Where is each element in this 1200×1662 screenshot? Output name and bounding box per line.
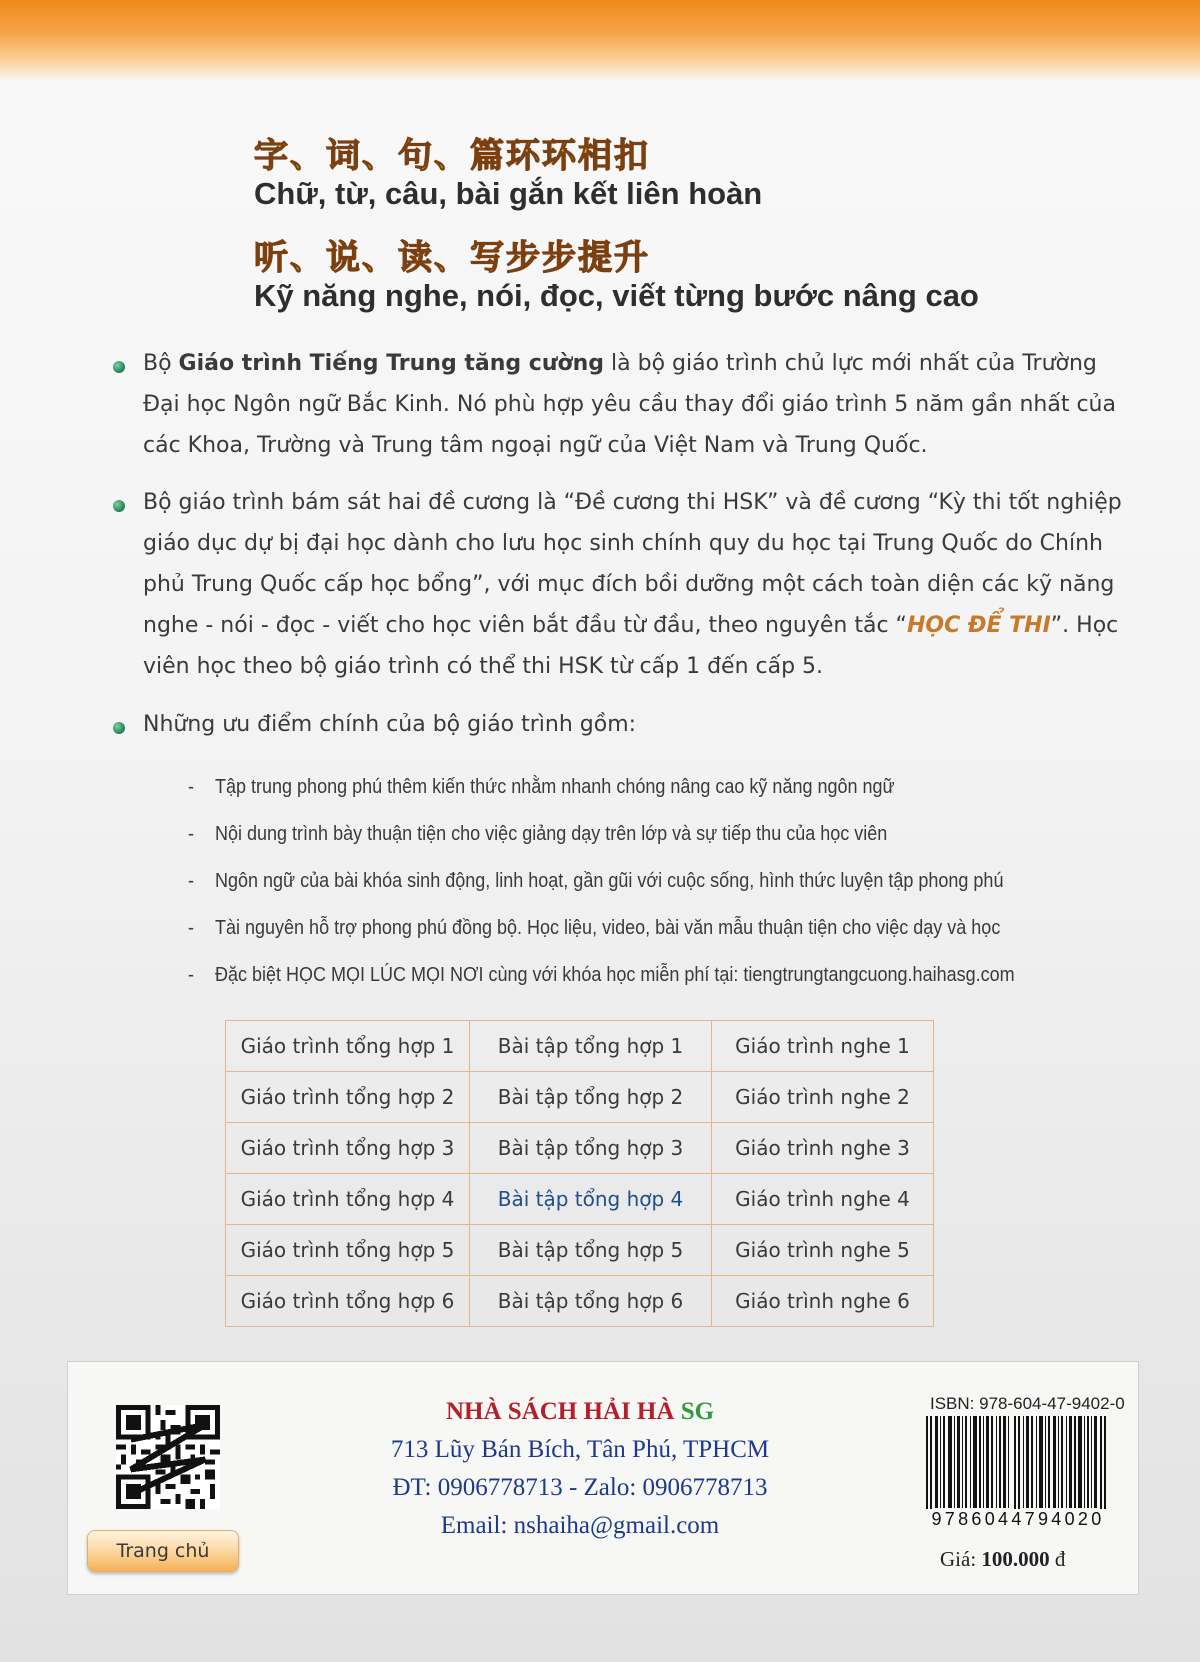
publisher-email[interactable]: Email: nshaiha@gmail.com [440,1512,720,1539]
table-row [226,1072,934,1123]
table-cell: Giáo trình tổng hợp 3 [226,1123,470,1174]
table-cell: Bài tập tổng hợp 1 [470,1021,712,1072]
table-cell: Giáo trình nghe 3 [712,1123,934,1174]
feature-text: Ngôn ngữ của bài khóa sinh động, linh hoạt, gần gũi với cuộc sống, hình thức luyện tập phong phú [215,870,1004,892]
feature-text: Đặc biệt HỌC MỌI LÚC MỌI NƠI cùng với khóa học miễn phí tại: tiengtrungtangcuong.haihasg.com [215,964,1015,986]
price-label: Giá: [940,1547,977,1571]
qr-code-icon[interactable] [116,1405,220,1509]
headline-cn-2: 听、说、读、写步步提升 [254,238,650,278]
feature-text: Nội dung trình bày thuận tiện cho việc giảng dạy trên lớp và sự tiếp thu của học viên [215,823,888,845]
headline-vn-1: Chữ, từ, câu, bài gắn kết liên hoàn [254,176,763,211]
top-orange-band [0,0,1200,82]
bullet-paragraph-2 [143,482,1133,687]
table-cell: Bài tập tổng hợp 6 [470,1276,712,1327]
table-cell: Bài tập tổng hợp 3 [470,1123,712,1174]
publisher-title [320,1398,840,1426]
table-cell: Bài tập tổng hợp 4 [470,1174,712,1225]
publisher-phone: ĐT: 0906778713 - Zalo: 0906778713 [392,1474,768,1501]
headline-cn-1: 字、词、句、篇环环相扣 [254,136,650,176]
book-series-table [225,1020,934,1327]
price-value: 100.000 [981,1547,1050,1571]
publisher-address: 713 Lũy Bán Bích, Tân Phú, TPHCM [390,1436,770,1463]
home-button[interactable]: Trang chủ [87,1530,239,1572]
bullet-2-text-end: ”. Học viên học theo bộ giáo trình có thể thi HSK từ cấp 1 đến cấp 5. [143,613,1119,679]
table-cell: Giáo trình nghe 6 [712,1276,934,1327]
price-line [940,1547,1065,1572]
price-currency: đ [1054,1547,1066,1571]
feature-text: Tài nguyên hỗ trợ phong phú đồng bộ. Học liệu, video, bài văn mẫu thuận tiện cho việc dạy và học [215,917,1001,939]
bullet-1-book-title: Giáo trình Tiếng Trung tăng cường [178,351,605,376]
table-cell: Giáo trình nghe 4 [712,1174,934,1225]
table-row [226,1174,934,1225]
barcode-digits: 9786044794020 [918,1509,1118,1530]
bullet-dot-icon [113,361,125,373]
table-cell: Giáo trình nghe 5 [712,1225,934,1276]
table-cell: Giáo trình nghe 2 [712,1072,934,1123]
table-cell: Giáo trình tổng hợp 4 [226,1174,470,1225]
bullet-2-emphasis: HỌC ĐỂ THI [906,613,1051,638]
bullet-2-text: Bộ giáo trình bám sát hai đề cương là “Đề cương thi HSK” và đề cương “Kỳ thi tốt nghiệp giáo dục dự bị đại học dành cho lưu học sinh chính quy du học tại Trung Quốc do Chính phủ Trung Quốc cấp học bổng”, với mục đích bồi dưỡng một cách toàn diện các kỹ năng nghe - nói - đọc - viết cho học viên bắt đầu từ đầu, theo nguyên tắc “ [143,490,1122,638]
table-cell: Giáo trình tổng hợp 6 [226,1276,470,1327]
bullet-1-prefix: Bộ [143,351,179,376]
table-row [226,1225,934,1276]
bullet-paragraph-1 [143,343,1133,466]
feature-text: Tập trung phong phú thêm kiến thức nhằm nhanh chóng nâng cao kỹ năng ngôn ngữ [215,776,895,798]
table-cell: Giáo trình nghe 1 [712,1021,934,1072]
table-cell: Giáo trình tổng hợp 2 [226,1072,470,1123]
bullet-dot-icon [113,500,125,512]
headline-vn-2: Kỹ năng nghe, nói, đọc, viết từng bước nâng cao [254,278,979,313]
table-cell: Giáo trình tổng hợp 1 [226,1021,470,1072]
bullet-paragraph-3: Những ưu điểm chính của bộ giáo trình gồm: [143,712,637,737]
bullet-1-text: là bộ giáo trình chủ lực mới nhất của Trường Đại học Ngôn ngữ Bắc Kinh. Nó phù hợp yêu cầu thay đổi giáo trình 5 năm gần nhất của các Khoa, Trường và Trung tâm ngoại ngữ của Việt Nam và Trung Quốc. [143,351,1116,458]
barcode-icon [918,1416,1118,1520]
table-row [226,1021,934,1072]
table-row [226,1276,934,1327]
table-cell: Bài tập tổng hợp 2 [470,1072,712,1123]
publisher-name: NHÀ SÁCH HẢI HÀ [445,1398,675,1425]
table-row [226,1123,934,1174]
isbn-label: ISBN: 978-604-47-9402-0 [930,1394,1125,1413]
bullet-dot-icon [113,722,125,734]
table-cell: Bài tập tổng hợp 5 [470,1225,712,1276]
table-cell: Giáo trình tổng hợp 5 [226,1225,470,1276]
publisher-sg: SG [680,1398,715,1425]
